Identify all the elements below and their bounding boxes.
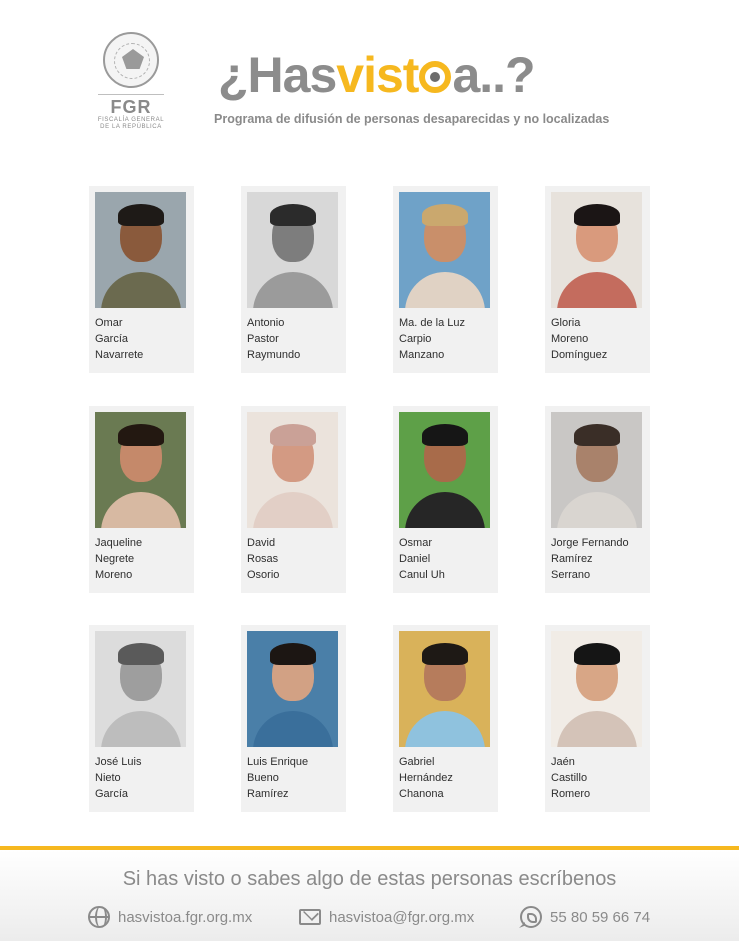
footer-accent-line [0, 846, 739, 850]
person-surname-2: Canul Uh [399, 569, 445, 581]
person-card [393, 625, 498, 812]
logo-acronym: FGR [110, 97, 152, 117]
person-first-name: Gabriel [399, 756, 435, 768]
person-card [545, 625, 650, 812]
title-suffix: ..? [479, 47, 535, 103]
person-first-name: Jaqueline [95, 537, 143, 549]
title-highlight: vist [336, 47, 419, 103]
logo-subtitle-line2: DE LA REPÚBLICA [100, 124, 162, 130]
person-name [247, 535, 340, 583]
person-surname-2: Manzano [399, 349, 445, 361]
person-first-name: José Luis [95, 756, 142, 768]
website-contact[interactable] [88, 905, 252, 929]
person-name [247, 315, 340, 363]
person-name [95, 315, 188, 363]
person-photo [399, 192, 490, 308]
person-surname-1: Carpio [399, 333, 432, 345]
person-photo [247, 412, 338, 528]
email-contact[interactable] [299, 905, 474, 929]
whatsapp-contact[interactable] [520, 905, 650, 929]
person-card [241, 186, 346, 373]
website-link[interactable]: hasvistoa.fgr.org.mx [118, 908, 253, 926]
person-surname-2: Moreno [95, 569, 133, 581]
person-first-name: Gloria [551, 317, 581, 329]
person-surname-1: Castillo [551, 772, 588, 784]
person-first-name: Omar [95, 317, 123, 329]
person-photo [95, 412, 186, 528]
person-photo [399, 631, 490, 747]
person-name [551, 315, 644, 363]
person-surname-1: Bueno [247, 772, 279, 784]
logo-divider [98, 94, 164, 95]
person-first-name: Jorge Fernando [551, 537, 629, 549]
phone-number[interactable]: 55 80 59 66 74 [550, 908, 651, 926]
person-surname-2: Romero [551, 788, 591, 800]
campaign-title [218, 44, 658, 106]
person-surname-1: Negrete [95, 553, 135, 565]
person-surname-1: Moreno [551, 333, 589, 345]
person-photo [95, 192, 186, 308]
person-first-name: David [247, 537, 276, 549]
person-name [95, 754, 188, 802]
person-photo [551, 192, 642, 308]
person-surname-1: Hernández [399, 772, 453, 784]
title-prefix: ¿Has [218, 47, 337, 103]
person-card [241, 406, 346, 593]
person-card [241, 625, 346, 812]
logo-subtitle-line1: FISCALÍA GENERAL [97, 117, 165, 123]
campaign-brand [214, 44, 658, 126]
person-surname-1: Ramírez [551, 553, 593, 565]
person-first-name: Osmar [399, 537, 432, 549]
person-name [95, 535, 188, 583]
person-card [545, 186, 650, 373]
person-surname-2: Navarrete [95, 349, 144, 361]
person-surname-1: Daniel [399, 553, 431, 565]
person-name [399, 315, 492, 363]
person-surname-1: Rosas [247, 553, 279, 565]
email-link[interactable]: hasvistoa@fgr.org.mx [329, 908, 475, 926]
campaign-subtitle: Programa de difusión de personas desaparecidas y no localizadas [214, 112, 610, 126]
person-photo [551, 631, 642, 747]
person-first-name: Jaén [551, 756, 575, 768]
national-seal-icon [103, 32, 159, 88]
title-highlight-end: a [452, 47, 480, 103]
person-card [89, 186, 194, 373]
eye-icon [419, 61, 451, 93]
person-surname-1: Pastor [247, 333, 279, 345]
person-surname-2: Ramírez [247, 788, 289, 800]
person-surname-2: Raymundo [247, 349, 301, 361]
person-name [399, 535, 492, 583]
person-name [247, 754, 340, 802]
mail-icon [299, 909, 321, 925]
person-photo [247, 631, 338, 747]
person-photo [95, 631, 186, 747]
person-photo [551, 412, 642, 528]
person-name [399, 754, 492, 802]
person-card [89, 406, 194, 593]
person-card [393, 406, 498, 593]
whatsapp-icon [520, 906, 542, 928]
globe-icon [88, 906, 110, 928]
person-card [393, 186, 498, 373]
footer-message: Si has visto o sabes algo de estas personas escríbenos [122, 868, 617, 890]
person-surname-2: García [95, 788, 129, 800]
person-surname-1: García [95, 333, 129, 345]
person-surname-2: Domínguez [551, 349, 608, 361]
person-name [551, 754, 644, 802]
person-surname-1: Nieto [95, 772, 121, 784]
person-photo [247, 192, 338, 308]
person-first-name: Luis Enrique [247, 756, 309, 768]
person-surname-2: Osorio [247, 569, 280, 581]
fgr-logo [95, 32, 167, 131]
person-first-name: Ma. de la Luz [399, 317, 466, 329]
person-card [89, 625, 194, 812]
person-photo [399, 412, 490, 528]
person-surname-2: Serrano [551, 569, 591, 581]
person-name [551, 535, 644, 583]
person-surname-2: Chanona [399, 788, 444, 800]
person-card [545, 406, 650, 593]
person-first-name: Antonio [247, 317, 285, 329]
